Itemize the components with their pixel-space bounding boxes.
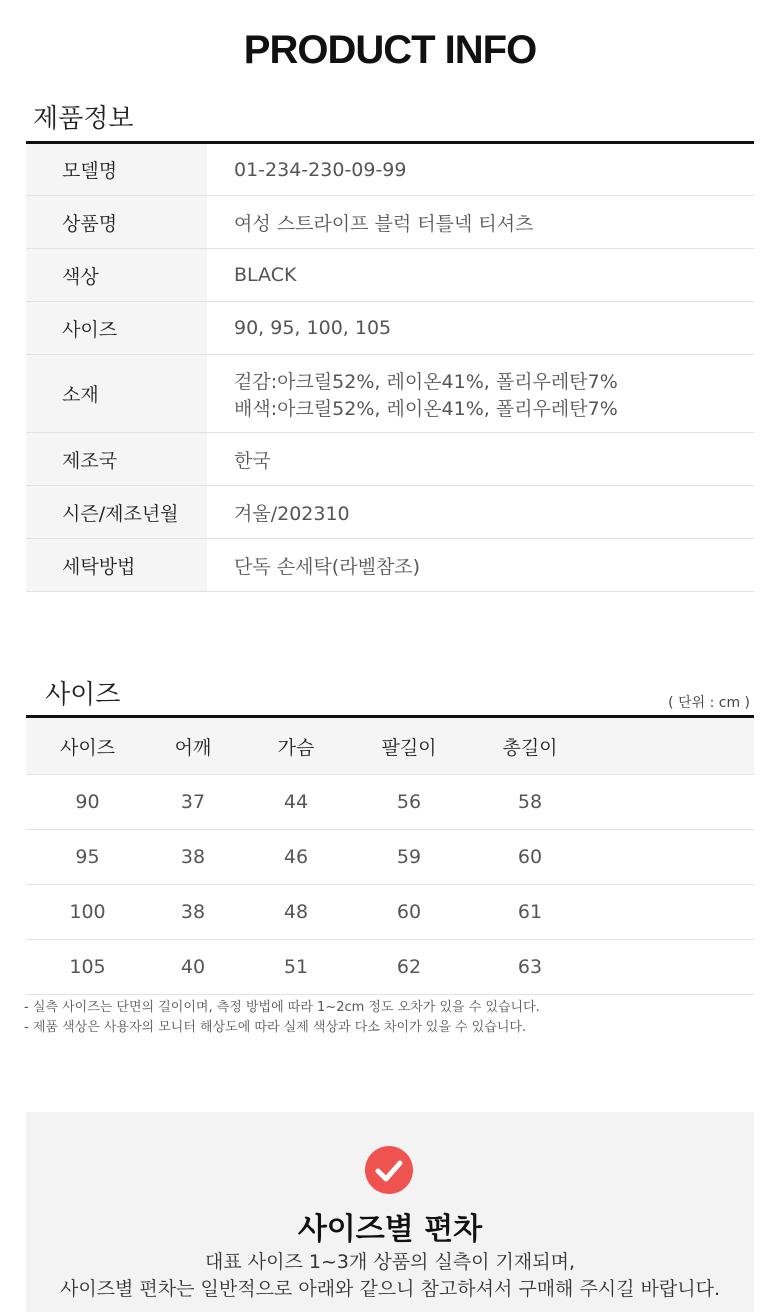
info-value: 여성 스트라이프 블럭 터틀넥 티셔츠 <box>207 196 754 249</box>
info-value: 90, 95, 100, 105 <box>207 302 754 355</box>
size-cell: 38 <box>149 885 237 940</box>
size-deviation-panel <box>26 1112 754 1312</box>
size-spacer <box>597 885 754 940</box>
size-spacer <box>597 940 754 995</box>
info-value <box>207 355 754 433</box>
size-row <box>26 885 754 940</box>
size-cell: 61 <box>463 885 597 940</box>
size-notes <box>24 998 540 1038</box>
size-row <box>26 775 754 830</box>
size-deviation-line-2: 사이즈별 편차는 일반적으로 아래와 같으니 참고하셔서 구매해 주시길 바랍니다. <box>59 1278 721 1300</box>
info-value: 단독 손세탁(라벨참조) <box>207 539 754 592</box>
size-cell: 105 <box>26 940 149 995</box>
info-value: BLACK <box>207 249 754 302</box>
info-row-washing <box>26 539 754 592</box>
info-label: 제조국 <box>26 433 207 486</box>
check-circle-icon <box>365 1146 413 1194</box>
info-label: 시즌/제조년월 <box>26 486 207 539</box>
size-cell: 100 <box>26 885 149 940</box>
size-cell: 37 <box>149 775 237 830</box>
size-header-cell: 팔길이 <box>355 717 463 775</box>
info-label: 소재 <box>26 355 207 433</box>
size-header-row <box>26 717 754 775</box>
info-label: 색상 <box>26 249 207 302</box>
size-chart-table <box>26 715 754 995</box>
size-deviation-line-1: 대표 사이즈 1~3개 상품의 실측이 기재되며, <box>205 1251 575 1273</box>
size-row <box>26 830 754 885</box>
size-cell: 59 <box>355 830 463 885</box>
size-cell: 58 <box>463 775 597 830</box>
size-cell: 48 <box>237 885 355 940</box>
size-cell: 62 <box>355 940 463 995</box>
size-cell: 46 <box>237 830 355 885</box>
size-cell: 40 <box>149 940 237 995</box>
info-value: 한국 <box>207 433 754 486</box>
info-row-country <box>26 433 754 486</box>
info-label: 모델명 <box>26 143 207 196</box>
size-spacer <box>597 775 754 830</box>
note-line: - 제품 색상은 사용자의 모니터 해상도에 따라 실제 색상과 다소 차이가 있을 수 있습니다. <box>24 1020 527 1035</box>
size-header-cell: 가슴 <box>237 717 355 775</box>
size-cell: 38 <box>149 830 237 885</box>
note-line: - 실측 사이즈는 단면의 길이이며, 측정 방법에 따라 1~2cm 정도 오차가 있을 수 있습니다. <box>24 1000 540 1015</box>
info-label: 상품명 <box>26 196 207 249</box>
info-value: 겨울/202310 <box>207 486 754 539</box>
info-row-model <box>26 143 754 196</box>
unit-label: ( 단위 : cm ) <box>668 695 750 711</box>
size-header-spacer <box>597 717 754 775</box>
size-cell: 56 <box>355 775 463 830</box>
size-cell: 63 <box>463 940 597 995</box>
info-label: 세탁방법 <box>26 539 207 592</box>
info-row-size <box>26 302 754 355</box>
product-info-table <box>26 141 754 592</box>
page-title: PRODUCT INFO <box>243 28 537 72</box>
material-main: 겉감:아크릴52%, 레이온41%, 폴리우레탄7% <box>234 370 618 393</box>
size-cell: 60 <box>355 885 463 940</box>
material-accent: 배색:아크릴52%, 레이온41%, 폴리우레탄7% <box>234 397 618 420</box>
product-info-heading: 제품정보 <box>33 104 134 134</box>
size-cell: 95 <box>26 830 149 885</box>
size-cell: 51 <box>237 940 355 995</box>
size-deviation-title: 사이즈별 편차 <box>297 1212 483 1247</box>
info-row-season <box>26 486 754 539</box>
size-header-cell: 총길이 <box>463 717 597 775</box>
size-cell: 44 <box>237 775 355 830</box>
info-row-product-name <box>26 196 754 249</box>
info-row-material <box>26 355 754 433</box>
size-header-cell: 어깨 <box>149 717 237 775</box>
size-row <box>26 940 754 995</box>
info-row-color <box>26 249 754 302</box>
size-cell: 60 <box>463 830 597 885</box>
size-chart-heading: 사이즈 <box>45 680 121 710</box>
size-cell: 90 <box>26 775 149 830</box>
size-header-cell: 사이즈 <box>26 717 149 775</box>
size-spacer <box>597 830 754 885</box>
info-value: 01-234-230-09-99 <box>207 143 754 196</box>
info-label: 사이즈 <box>26 302 207 355</box>
